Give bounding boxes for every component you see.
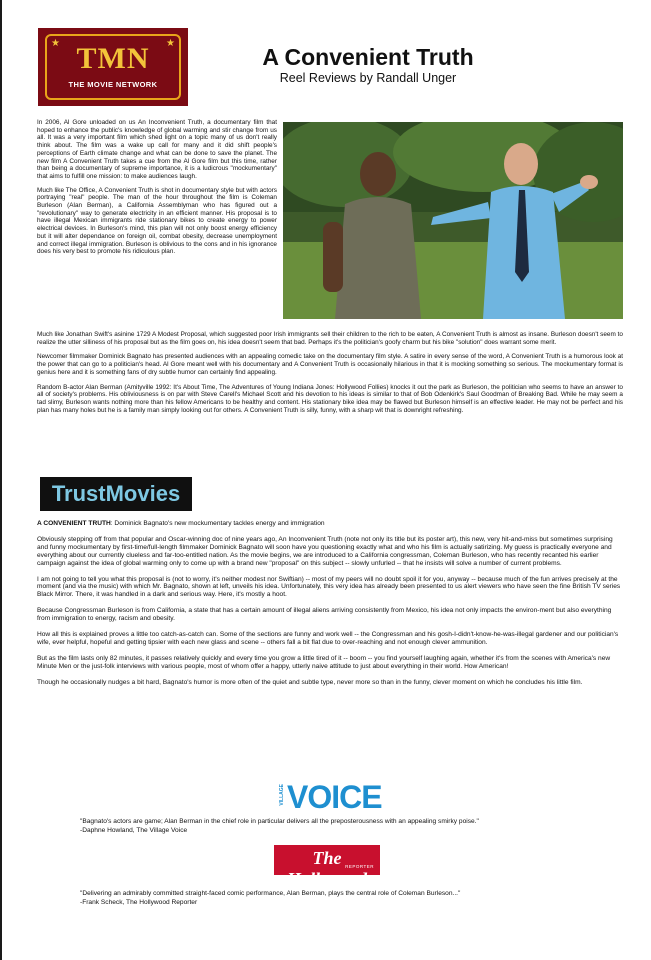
trustmovies-paragraph: Because Congressman Burleson is from California, a state that has a certain amount of illegal aliens arriving consistently from Mexico, his idea not only impacts the environ-ment but also everything from immigration to energy, racism and obesity. [37,607,612,623]
tmn-logo-letters: TMN [76,42,150,75]
review-paragraph: Random B-actor Alan Berman (Amityville 1992: It's About Time, The Adventures of Young Indiana Jones: Hollywood Follies) knocks it out the park as Burleson, the politician who seems to have an answer to all of society's problems. His obliviousness is on par with Steve Carell's Michael Scott and his devotion to his ideas is similar to that of Bob Odenkirk's Saul Goodman of Breaking Bad. While he may seem a tad slimy, Burleson wants nothing more than his fellow Americans to be healthy and content. His stationary bike idea may be flawed but Burleson himself is an effective leader. He may not be perfect and his plan has many holes but he is a family man simply looking out for others. A Convenient Truth is silly, funny, with a sharp wit that is downright refreshing. [37,383,623,414]
press-quote [80,890,460,907]
press-quote-text: "Delivering an admirably committed straight-faced comic performance, Alan Berman, plays the central role of Coleman Burleson..." [80,890,461,897]
village-voice-logo-text: VOICE [287,779,382,815]
hollywood-reporter-logo-text: The Hollywood [287,848,367,889]
village-voice-logo [279,779,385,815]
page-left-border [0,0,2,960]
trustmovies-headline-text: : Dominick Bagnato's new mockumentary tackles energy and immigration [110,520,325,527]
tmn-logo-frame [45,34,181,100]
page-title: A Convenient Truth [262,44,474,70]
trustmovies-headline [37,520,623,528]
press-quote-attribution: -Frank Scheck, The Hollywood Reporter [80,898,198,906]
trustmovies-headline-title: A CONVENIENT TRUTH [37,520,111,527]
trustmovies-paragraph: I am not going to tell you what this proposal is (not to worry, it's neither modest nor Swiftian) -- most of my peers will no doubt spoil it for you, anyway -- because much of the fun arrives precisely at the moment (and via the music) with which Mr. Bagnato, shown at left, unveils his idea. Unfortunately, this very idea has already been presented to us alert viewers who have seen the fine British TV series Black Mirror. There, it was handled in a dark and serious way. Here, it's mostly a hoot. [37,575,621,599]
review-paragraph: Much like The Office, A Convenient Truth is shot in documentary style but with actors portraying "real" people. The man of the hour throughout the film is Coleman Burleson (Alan Berman), a California Assemblyman who has figured out a "revolutionary" way to generate electricity in an efficient manner. His proposal is to have illegal Mexican immigrants ride stationary bikes to create energy to power electrical devices. In Burleson's mind, this plan will not only boost energy efficiency but it will alter dependance on foreign oil, combat obesity, decrease unemployment and correct illegal immigration. Burleson is oblivious to the cons and in his ignorance does his very best to promote his ridiculous plan. [37,186,277,256]
village-voice-logo-small: VILLAGE [279,784,285,806]
press-quote-attribution: -Daphne Howland, The Village Voice [80,826,188,834]
review-intro-column [37,119,277,262]
trustmovies-paragraph: But as the film lasts only 82 minutes, it passes relatively quickly and every time you grow a little tired of it -- boom -- you find yourself laughing again, whether it's from the scenes with America's new Minute Men or the just-folk interviews with various people, most of whom offer a happy, utterly naive attitude to just about everything in their world. How American! [37,654,611,670]
star-icon: ★ [166,38,175,49]
star-icon: ★ [51,38,60,49]
movie-still-illustration [283,122,623,319]
page-subtitle: Reel Reviews by Randall Unger [279,71,457,85]
movie-still-image [283,122,623,319]
hollywood-reporter-logo [274,845,380,889]
trustmovies-paragraph: How all this is explained proves a little too catch-as-catch can. Some of the sections are funny and work well -- the Congressman and his gosh-I-didn't-know-he-was-illegal gardener and our politician's wife, ever helpful, hopeful and getting tipsier with each new glass and scene -- others fall a bit flat due to over-reaching and not enough clever ammunition. [37,631,619,646]
review-paragraph: Newcomer filmmaker Dominick Bagnato has presented audiences with an appealing comedic take on the documentary film style. A satire in every sense of the word, A Convenient Truth is a humorous look at the power that can go to a politician's head. Al Gore meant well with his documentary and A Convenient Truth is occasionally hilarious in that it is mocking something so serious. The mockumentary format is genius here and it is something fans of dry subtle humor can certainly find appealing. [37,353,623,376]
review-paragraph: Much like Jonathan Swift's asinine 1729 A Modest Proposal, which suggested poor Irish immigrants sell their children to the rich to be eaten, A Convenient Truth is almost as insane. Burleson doesn't seem to realize the utter silliness of his proposal but as the film goes on, his idea doesn't seem that bad. Perhaps it's the politician's goofy charm but his bike "solution" does warrant some merit. [37,331,623,346]
tmn-logo-tagline: THE MOVIE NETWORK [68,80,158,89]
hollywood-reporter-logo-small: REPORTER [345,864,374,869]
trustmovies-paragraph: Though he occasionally nudges a bit hard, Bagnato's humor is more often of the quiet and subtle type, never more so than in the funny, clever moment on which he concludes his little film. [37,678,583,686]
tmn-logo [38,28,188,106]
trustmovies-logo: TrustMovies [40,477,192,511]
press-quote [80,818,479,835]
review-paragraph: In 2006, Al Gore unloaded on us An Inconvenient Truth, a documentary film that hoped to enhance the public's knowledge of global warming and stir change from us all. It was a very important film which shed light on a topic many of us don't really think about. The film was a wake up call for many and it did shift people's perceptions of Earth climate change and what can be done to save the planet. The new film A Convenient Truth takes a cue from the Al Gore film but this time, rather than being a documentary of supreme importance, it is a ludicrous "mockumentary" that aims to fulfill one mission: to make audiences laugh. [37,119,277,180]
press-quote-text: "Bagnato's actors are game; Alan Berman in the chief role in particular delivers all the preposterousness with an appealing smirky poise." [80,818,479,825]
trustmovies-paragraph: Obviously stepping off from that popular and Oscar-winning doc of nine years ago, An Inconvenient Truth (note not only its title but its poster art), this new, very hit-and-miss but sometimes surprising and funny mockumentary by first-time/full-length filmmaker Dominick Bagnato will soon have you questioning exactly what and who his film is actually satirizing. My guess is practically everyone and everything about our currently clueless and far-too-entitled nation. As the movie begins, we are introduced to a California congressman, Coleman Burleson, who has recently recanted his earlier campaign against the idea of global warming only to come up with a brand new "proposal" on this subject -- slowly unfurled -- that he insists will solve a number of current problems. [37,535,613,567]
review-body [37,331,623,414]
trustmovies-review [37,520,623,687]
